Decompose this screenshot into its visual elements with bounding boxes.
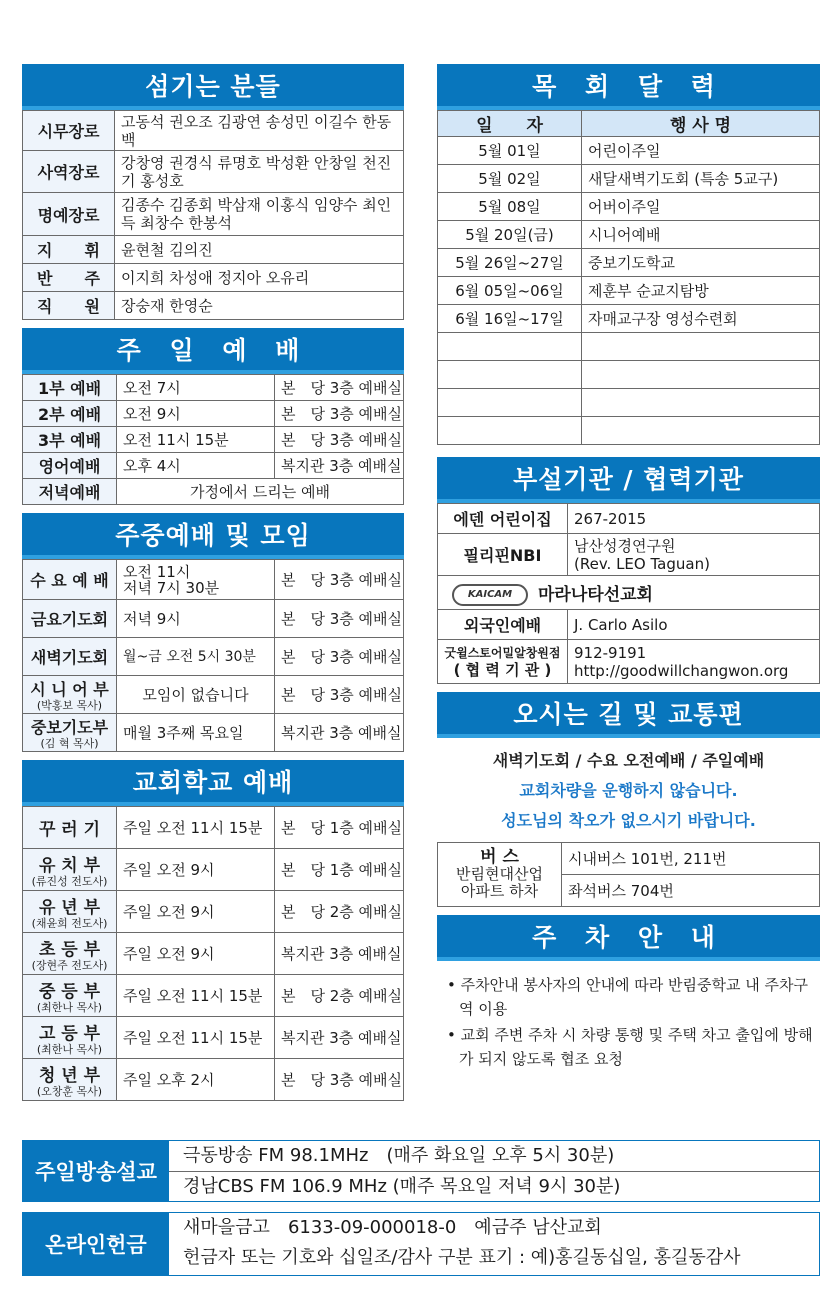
table-row	[438, 137, 820, 165]
table-row	[438, 221, 820, 249]
label-sub: (박홍보 목사)	[36, 699, 103, 712]
parking-list	[437, 961, 820, 1071]
label-sub: (오창훈 목사)	[36, 1085, 103, 1098]
table-row	[23, 849, 404, 891]
table-row	[438, 576, 820, 610]
table-row	[438, 193, 820, 221]
table-row	[438, 640, 820, 684]
row-place: 본 당 1층 예배실	[275, 807, 404, 849]
nbi-contact: (Rev. LEO Taguan)	[574, 554, 710, 573]
table-row	[23, 151, 404, 193]
event-name	[582, 389, 820, 417]
parking-title: 주 차 안 내	[437, 915, 820, 961]
event-name	[582, 333, 820, 361]
row-place: 본 당 3층 예배실	[275, 560, 404, 600]
offering-box	[22, 1212, 820, 1276]
goodwill-value	[568, 640, 820, 684]
row-place: 본 당 2층 예배실	[275, 891, 404, 933]
eden-label: 에덴 어린이집	[438, 504, 568, 534]
sunday-title: 주 일 예 배	[22, 328, 404, 374]
affiliates-section	[437, 457, 820, 684]
bus-label: 버 스	[480, 847, 519, 867]
label-sub: (최한나 목사)	[36, 1043, 103, 1056]
bus-stop-cell	[438, 843, 562, 907]
school-table	[22, 806, 404, 1101]
offering-tag: 온라인헌금	[23, 1213, 169, 1275]
servants-title: 섬기는 분들	[22, 64, 404, 110]
servants-section	[22, 64, 404, 320]
table-row	[23, 193, 404, 236]
row-label: 꾸 러 기	[23, 807, 117, 849]
event-date	[438, 389, 582, 417]
goodwill-sublabel: ( 협 력 기 관 )	[453, 660, 552, 679]
row-place: 본 당 2층 예배실	[275, 975, 404, 1017]
label-text: 초 등 부	[38, 940, 101, 960]
event-date	[438, 361, 582, 389]
row-time: 오전 11시 15분	[117, 427, 275, 453]
row-place: 복지관 3층 예배실	[275, 1017, 404, 1059]
row-label: 3부 예배	[23, 427, 117, 453]
row-label: 영어예배	[23, 453, 117, 479]
row-time: 주일 오전 11시 15분	[117, 975, 275, 1017]
table-row	[23, 638, 404, 676]
table-row	[23, 560, 404, 600]
table-row	[438, 277, 820, 305]
broadcast-tag: 주일방송설교	[23, 1141, 169, 1201]
label-text: 청 년 부	[38, 1066, 101, 1086]
sunday-table	[22, 374, 404, 505]
row-label: 1부 예배	[23, 375, 117, 401]
table-row	[23, 933, 404, 975]
calendar-section	[437, 64, 820, 445]
event-date: 5월 26일~27일	[438, 249, 582, 277]
event-name: 중보기도학교	[582, 249, 820, 277]
table-header-row	[438, 111, 820, 137]
event-date: 5월 20일(금)	[438, 221, 582, 249]
parking-section	[437, 915, 820, 1071]
row-value: 강창영 권경식 류명호 박성환 안창일 천진기 홍성호	[115, 151, 404, 193]
right-column	[437, 64, 820, 1079]
row-place: 본 당 3층 예배실	[275, 676, 404, 714]
row-time: 오후 4시	[117, 453, 275, 479]
table-row	[23, 479, 404, 505]
row-time: 오전 11시 저녁 7시 30분	[117, 560, 275, 600]
row-label	[23, 933, 117, 975]
list-item: • 교회 주변 주차 시 차량 통행 및 주택 차고 출입에 방해가 되지 않도록 협조 요청	[447, 1026, 813, 1068]
label-sub: (김 혁 목사)	[40, 737, 99, 750]
row-label	[23, 676, 117, 714]
city-bus: 시내버스 101번, 211번	[562, 843, 820, 875]
row-time: 오전 9시	[117, 401, 275, 427]
table-row	[438, 389, 820, 417]
row-label	[23, 975, 117, 1017]
row-place: 복지관 3층 예배실	[275, 453, 404, 479]
eden-phone: 267-2015	[568, 504, 820, 534]
row-label: 직 원	[23, 292, 115, 320]
kaicam-logo: KAICAM	[452, 584, 528, 606]
table-row	[438, 504, 820, 534]
directions-notes	[437, 738, 820, 842]
row-place: 본 당 3층 예배실	[275, 600, 404, 638]
table-row	[23, 1059, 404, 1101]
table-row	[23, 807, 404, 849]
row-time: 주일 오전 9시	[117, 891, 275, 933]
table-row	[438, 361, 820, 389]
row-time: 월~금 오전 5시 30분	[117, 638, 275, 676]
directions-line2: 교회차량을 운행하지 않습니다.	[519, 781, 738, 800]
offering-account: 새마을금고 6133-09-000018-0 예금주 남산교회	[183, 1217, 602, 1238]
affiliates-table	[437, 503, 820, 684]
table-row	[23, 975, 404, 1017]
nbi-label: 필리핀NBI	[438, 534, 568, 576]
event-date: 5월 02일	[438, 165, 582, 193]
goodwill-label	[438, 640, 568, 684]
label-text: 시 니 어 부	[30, 680, 109, 699]
row-time: 주일 오후 2시	[117, 1059, 275, 1101]
label-text: 유 년 부	[38, 898, 101, 918]
row-place: 본 당 3층 예배실	[275, 1059, 404, 1101]
col-event-header: 행 사 명	[582, 111, 820, 137]
goodwill-name: 굿윌스토어밀알창원점	[444, 645, 561, 660]
bus-stop-line1: 반림현대산업	[456, 865, 543, 883]
row-label: 새벽기도회	[23, 638, 117, 676]
row-label: 저녁예배	[23, 479, 117, 505]
row-value: 장숭재 한영순	[115, 292, 404, 320]
table-row	[438, 417, 820, 445]
row-time: 저녁 9시	[117, 600, 275, 638]
row-place: 본 당 1층 예배실	[275, 849, 404, 891]
row-label: 2부 예배	[23, 401, 117, 427]
row-value: 윤현철 김의진	[115, 236, 404, 264]
event-name: 시니어예배	[582, 221, 820, 249]
event-date: 6월 16일~17일	[438, 305, 582, 333]
row-time: 주일 오전 11시 15분	[117, 1017, 275, 1059]
nbi-value	[568, 534, 820, 576]
goodwill-url: http://goodwillchangwon.org	[574, 661, 789, 680]
table-row	[23, 111, 404, 151]
left-column	[22, 64, 404, 1109]
broadcast-line2: 경남CBS FM 106.9 MHz (매주 목요일 저녁 9시 30분)	[169, 1171, 819, 1201]
table-row	[23, 1017, 404, 1059]
directions-line3: 성도님의 착오가 없으시기 바랍니다.	[501, 811, 756, 830]
row-value: 고동석 권오조 김광연 송성민 이길수 한동백	[115, 111, 404, 151]
row-time: 주일 오전 11시 15분	[117, 807, 275, 849]
row-time: 주일 오전 9시	[117, 933, 275, 975]
bus-table	[437, 842, 820, 907]
table-row	[23, 600, 404, 638]
directions-title: 오시는 길 및 교통편	[437, 692, 820, 738]
broadcast-lines	[169, 1141, 819, 1201]
event-name	[582, 417, 820, 445]
kaicam-row	[438, 576, 820, 610]
table-row	[438, 165, 820, 193]
row-place: 복지관 3층 예배실	[275, 714, 404, 752]
affiliates-title: 부설기관 / 협력기관	[437, 457, 820, 503]
label-text: 중보기도부	[30, 718, 109, 737]
bus-stop-line2: 아파트 하차	[460, 882, 539, 900]
row-label: 시무장로	[23, 111, 115, 151]
calendar-table	[437, 110, 820, 445]
label-sub: (류진성 전도사)	[31, 875, 108, 888]
label-sub: (채윤희 전도사)	[31, 917, 108, 930]
nbi-name: 남산성경연구원	[574, 536, 676, 555]
row-label: 금요기도회	[23, 600, 117, 638]
table-row	[23, 427, 404, 453]
row-value: 이지희 차성애 정지아 오유리	[115, 264, 404, 292]
row-label: 수 요 예 배	[23, 560, 117, 600]
table-row	[438, 843, 820, 875]
table-row	[438, 305, 820, 333]
row-time: 오전 7시	[117, 375, 275, 401]
table-row	[23, 236, 404, 264]
row-label	[23, 714, 117, 752]
row-place: 본 당 3층 예배실	[275, 375, 404, 401]
row-place: 본 당 3층 예배실	[275, 638, 404, 676]
label-sub: (최한나 목사)	[36, 1001, 103, 1014]
offering-lines	[169, 1213, 819, 1273]
weekday-section	[22, 513, 404, 752]
seat-bus: 좌석버스 704번	[562, 875, 820, 907]
label-text: 중 등 부	[38, 982, 101, 1002]
row-value: 가정에서 드리는 예배	[117, 479, 404, 505]
event-name: 어버이주일	[582, 193, 820, 221]
foreign-value: J. Carlo Asilo	[568, 610, 820, 640]
event-name: 어린이주일	[582, 137, 820, 165]
weekday-title: 주중예배 및 모임	[22, 513, 404, 559]
table-row	[438, 610, 820, 640]
table-row	[23, 714, 404, 752]
row-place: 본 당 3층 예배실	[275, 401, 404, 427]
table-row	[23, 676, 404, 714]
row-value: 김종수 김종회 박삼재 이홍식 임양수 최인득 최창수 한봉석	[115, 193, 404, 236]
table-row	[438, 249, 820, 277]
event-name: 제훈부 순교지탐방	[582, 277, 820, 305]
row-label: 지 휘	[23, 236, 115, 264]
school-title: 교회학교 예배	[22, 760, 404, 806]
servants-table	[22, 110, 404, 320]
goodwill-phone: 912-9191	[574, 643, 647, 662]
table-row	[23, 453, 404, 479]
table-row	[438, 333, 820, 361]
weekday-table	[22, 559, 404, 752]
kaicam-name: 마라나타선교회	[538, 584, 653, 605]
row-label	[23, 1059, 117, 1101]
event-date	[438, 417, 582, 445]
sunday-section	[22, 328, 404, 505]
row-label: 사역장로	[23, 151, 115, 193]
table-row	[23, 401, 404, 427]
event-name	[582, 361, 820, 389]
school-section	[22, 760, 404, 1101]
label-text: 고 등 부	[38, 1024, 101, 1044]
row-label	[23, 891, 117, 933]
event-date: 5월 08일	[438, 193, 582, 221]
offering-instruction: 헌금자 또는 기호와 십일조/감사 구분 표기 : 예)홍길동십일, 홍길동감사	[183, 1247, 741, 1268]
event-date: 5월 01일	[438, 137, 582, 165]
broadcast-box	[22, 1140, 820, 1202]
broadcast-line1: 극동방송 FM 98.1MHz (매주 화요일 오후 5시 30분)	[183, 1145, 615, 1166]
event-date: 6월 05일~06일	[438, 277, 582, 305]
label-text: 유 치 부	[38, 856, 101, 876]
list-item: • 주차안내 봉사자의 안내에 따라 반림중학교 내 주차구역 이용	[447, 976, 809, 1018]
calendar-title: 목 회 달 력	[437, 64, 820, 110]
row-label: 반 주	[23, 264, 115, 292]
col-date-header: 일 자	[438, 111, 582, 137]
table-row	[438, 534, 820, 576]
foreign-label: 외국인예배	[438, 610, 568, 640]
row-time: 모임이 없습니다	[117, 676, 275, 714]
event-name: 자매교구장 영성수련회	[582, 305, 820, 333]
row-time: 매월 3주째 목요일	[117, 714, 275, 752]
row-time: 주일 오전 9시	[117, 849, 275, 891]
row-label: 명예장로	[23, 193, 115, 236]
row-label	[23, 849, 117, 891]
row-label	[23, 1017, 117, 1059]
directions-section	[437, 692, 820, 907]
table-row	[23, 375, 404, 401]
label-sub: (장현주 전도사)	[31, 959, 108, 972]
table-row	[23, 292, 404, 320]
table-row	[23, 264, 404, 292]
table-row	[23, 891, 404, 933]
event-date	[438, 333, 582, 361]
directions-line1: 새벽기도회 / 수요 오전예배 / 주일예배	[492, 751, 765, 770]
event-name: 새달새벽기도회 (특송 5교구)	[582, 165, 820, 193]
row-place: 본 당 3층 예배실	[275, 427, 404, 453]
row-place: 복지관 3층 예배실	[275, 933, 404, 975]
